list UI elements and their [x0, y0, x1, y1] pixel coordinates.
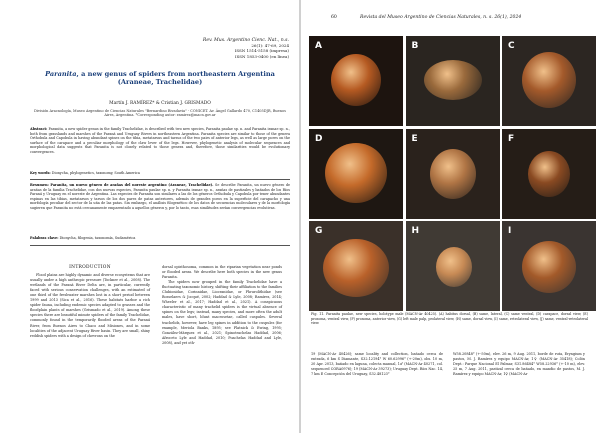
specimen-image [323, 239, 389, 297]
page-number: 60 [331, 15, 337, 20]
volume-info: 26(1): 47-69, 2024 [251, 43, 289, 49]
body-column-2 [162, 265, 282, 346]
specimen-image [528, 151, 570, 197]
figure-plate [309, 36, 596, 311]
left-page [0, 0, 299, 433]
panel-label: C [508, 41, 515, 51]
figure-panel-e [406, 129, 500, 219]
palabras-text: Dionycha, filogenia, taxonomía, Sudamérica [59, 236, 136, 240]
panel-label: B [411, 41, 419, 51]
divider-2 [30, 245, 290, 246]
panel-label: F [508, 133, 515, 144]
figure-panel-f [502, 129, 596, 219]
specimen-image [436, 247, 472, 287]
palabras-label: Palabras clave: [30, 236, 59, 240]
abstract [30, 127, 290, 154]
specimen-image [522, 52, 576, 108]
panel-label: I [508, 226, 512, 236]
paragraph: 19 (MACN-Ar 40426); same locality and collection, bañado cerca de entrada, 6 km S Diamante, S32.12194° W 60.62996° (+-20m), obs. 10 m, 20 Apr. 2013, bañado en laguna, colecta manual, 1♂ (MACN-Ar 40271, col. sequenced CORA0976); 19 (MACN-Ar 39273); Uruguay Dept. Ríos Nac. 14, 7 km E Concepción del Uruguay, S32.48123° [311, 352, 443, 377]
title-genus: Paranita [45, 70, 77, 78]
divider [30, 179, 290, 180]
specimen-image [325, 143, 387, 203]
right-column-2 [453, 352, 585, 377]
figure-panel-a [309, 36, 403, 126]
body-column-1 [30, 265, 150, 339]
specimen-image [430, 149, 476, 199]
article-title [30, 70, 290, 86]
figure-panel-h [406, 221, 500, 311]
panel-label: H [411, 226, 420, 236]
resumen-label: Resumen: [30, 183, 49, 187]
abstract-label: Abstract: [30, 127, 48, 131]
paragraph: W58.20848° (+-50m), elev. 26 m, 9 Aug. 2011, borde de ruta, Eryngium y pastos, M. J. Ramírez y equipo MACN-Ar, 1♀ (MACN-Ar 35418); Colón Dept.: Parque Nacional El Palmar, S31.86484° W58.22936° (+-10 m), elev. 25 m, 7 Aug. 2011, pastizal cerca de bañado, en mandio de pastos, M. J. Ramírez y equipo MACN-Ar, 1♀ (MACN-Ar [453, 352, 585, 377]
figure-panel-d [309, 129, 403, 219]
keywords-label: Key words: [30, 171, 51, 175]
keywords-text: Dionycha, phylogenetics, taxonomy, South America [51, 171, 140, 175]
specimen-image [331, 54, 381, 106]
paragraph: The spiders now grouped in the family Trachelidae have a fluctuating taxonomic history, shifting their affiliation to the families Clubionidae, Corinnidae, Liocranidae, or Phrurolithidae (see Bosselaers & Jocqué, 2002; Haddad & Lyle, 2008; Ramírez, 2014; Wheeler et al., 2017; Haddad et al., 2021). A conspicuous characteristic of many trachelid spiders is the virtual absence of spines on the legs; instead, many species, and more often the adult males, have short, blunt macrosetae, called cuspules. Several trachelids, however, have leg spines in addition to the cuspules (for example, Meriola Banks, 1895; see Platnick & Ewing, 1995; González-Márquez et al., 2021; Spinotrachelas Haddad, 2006; Afroceto Lyle and Haddad, 2010; Poachelas Haddad and Lyle, 2008), and yet oth- [162, 280, 282, 345]
panel-label: D [315, 133, 323, 144]
resumen-title: Paranita, un nuevo género de arañas del noreste argentino (Araneae, Trachelidae). [50, 183, 214, 187]
panel-label: G [315, 226, 323, 236]
intro-heading: INTRODUCTION [69, 265, 111, 270]
right-column-1 [311, 352, 443, 377]
abstract-text: Paranita, a new spider genus in the family Trachelidae, is described with two new species, Paranita paulae sp. n. and Paranita iranae sp. n., both from grasslands and marshes of the Paraná and Uruguay Rivers in northeastern Argentina. Paranita species are similar to those of the genera Orthobula and Capobula in having abundant spines on the tibia, metatarsus and tarsus of the two pairs of anterior legs, as well as large pores on the surface of the carapace and a peculiar morphology of the claw lever of the legs. However, phylogenetic analysis of molecular sequences and morphological data suggests that Paranita is not closely related to those genera and, therefore, those similarities would be evolutionary convergences. [30, 127, 290, 154]
resumen-text: Se describe Paranita, un nuevo género de arañas de la familia Trachelidae, con dos nuevas especies, Paranita paulae sp. n. y Paranita iranae sp. n., arañas de pastizales y bañados de los Ríos Paraná y Uruguay en el noreste de Argentina. Las especies de Paranita son similares a las de los géneros Orthobula y Capobula por tener abundantes espinas en las tibias, metatarsos y tarsos de los dos pares de patas anteriores, además de grandes poros en la superficie del carapacho y una morfología peculiar del sector de la uña de las patas. Sin embargo, el análisis filogenético de los datos de secuencias moleculares y de la morfología sugieren que Paranita no está cercanamente emparentado a aquellos géneros y, por lo tanto, esas similitudes serían convergencias evolutivas. [30, 183, 291, 210]
resumen [30, 183, 290, 210]
paragraph: Flood plains are highly dynamic and diverse ecosystems that are usually under a high anthropic pressure (Tockner et al., 2008). The wetlands of the Paraná River Delta are, in particular, currently faced with serious conservation challenges, with an estimated of one third of the freshwater marshes lost in a short period between 1999 and 2013 (Sica et al., 2016). These habitats harbor a rich spider fauna, including endemic species adapted to grasses and the floodplain plants of marshes (Grismado et al., 2019). Among these species there are beautiful minute spiders of the family Trachelidae, commonly found in the temporarily flooded areas of the Paraná River, from Buenos Aires to Chaco and Misiones, and in some localities of the adjacent Uruguay River basin. They are small, shiny reddish spiders with a design of chevrons on the [30, 273, 150, 338]
figure-panel-i [502, 221, 596, 311]
figure-panel-g [309, 221, 403, 311]
paragraph: dorsal opisthosoma, common in the riparian vegetation near ponds or flooded areas. We describe here both species in the new genus Paranita. [162, 265, 282, 280]
title-rest: , a new genus of spiders from northeastern Argentina [76, 70, 275, 78]
citation-block [203, 38, 289, 59]
panel-label: E [411, 133, 418, 144]
right-page [301, 0, 600, 433]
figure-caption: Fig. 11. Paranita paulae, new species, holotype male (MACN-Ar 40425). (A) habitus dorsal, (B) same, lateral, (C) same ventral, (D) carapace, dorsal view, (E) prosoma, ventral view, (F) prosoma, anterior view, (G) left male palp, prolateral view, (H) same, dorsal view, (I) same, retrolateral view, (J) same, ventral-retrolateral view. [311, 312, 588, 326]
palabras-clave [30, 236, 290, 241]
title-line2: (Araneae, Trachelidae) [117, 78, 203, 87]
specimen-image [522, 241, 576, 293]
issn-online: ISSN 1853-0400 (en línea) [235, 53, 289, 59]
figure-panel-b [406, 36, 500, 126]
running-head-title: Revista del Museo Argentino de Ciencias Naturales, n. s. 26(1), 2024 [360, 15, 522, 20]
issn-print: ISSN 1514-5158 (impresa) [234, 48, 289, 54]
figure-panel-c [502, 36, 596, 126]
keywords [30, 171, 290, 176]
panel-label: A [315, 41, 322, 51]
specimen-image [424, 60, 482, 100]
journal-name: Rev. Mus. Argentino Cienc. Nat., n.s. [202, 38, 289, 43]
authors: Martín J. RAMÍREZ* & Cristian J. GRISMADO [109, 101, 211, 106]
affiliation: División Aracnología, Museo Argentino de Ciencias Naturales "Bernardino Rivadavia" - CONICET. Av. Ángel Gallardo 470, C1405DJR, Buenos Aires, Argentina. *Corresponding autor: ramirez@macn.gov.ar [34, 109, 286, 118]
